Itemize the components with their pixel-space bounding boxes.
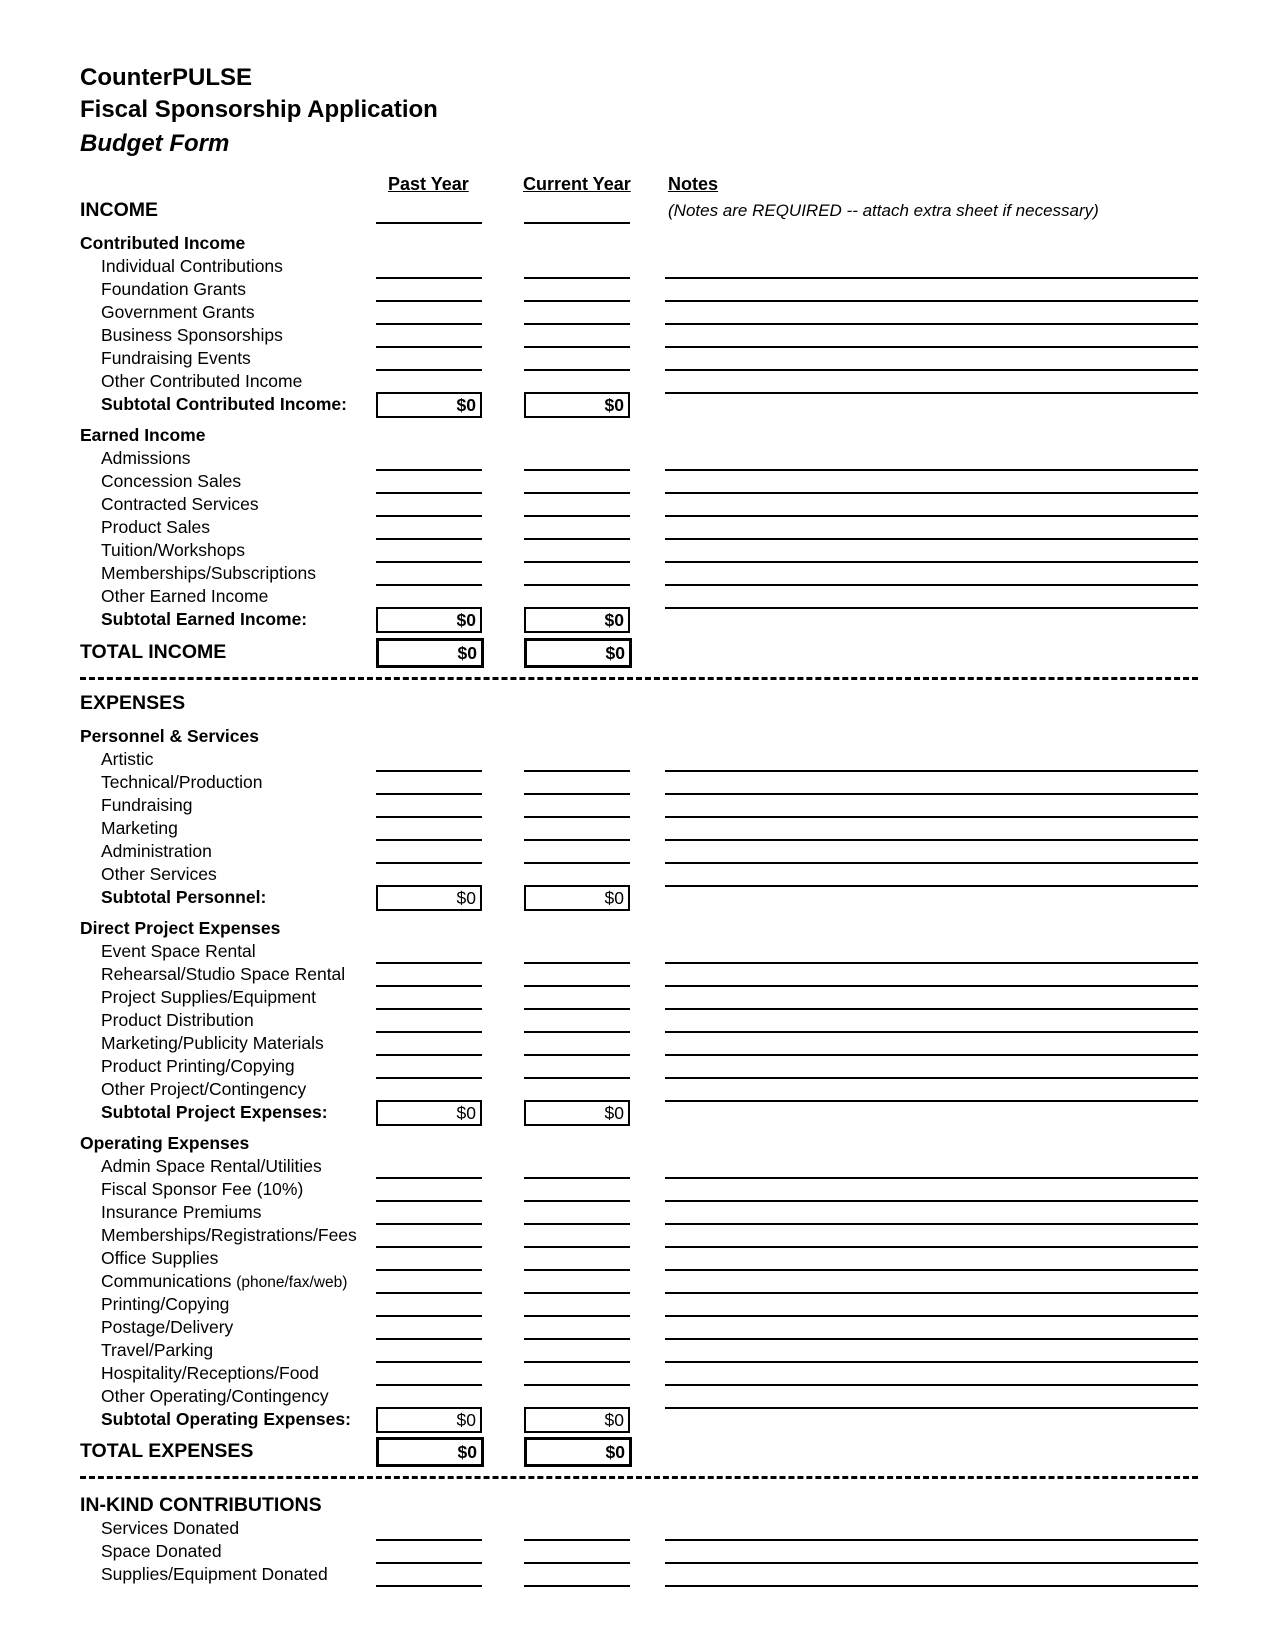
line-item [0,301,1275,323]
project-title: Direct Project Expenses [80,918,281,938]
line-item [0,562,1275,584]
line-item [0,1517,1275,1539]
line-item-label: Office Supplies [101,1248,219,1268]
total-current-box: $0 [524,1437,632,1467]
line-item [0,255,1275,277]
line-item [0,1201,1275,1223]
line-item-label: Travel/Parking [101,1340,214,1360]
line-item [0,1362,1275,1384]
income-current-line[interactable] [524,222,630,224]
total-past-box: $0 [376,638,484,668]
line-item [0,347,1275,369]
line-item [0,748,1275,770]
line-item [0,840,1275,862]
line-item-label: Other Earned Income [101,586,269,606]
line-item [0,863,1275,885]
line-item [0,794,1275,816]
line-item-label: Technical/Production [101,772,263,792]
total-income-row [0,641,1275,663]
line-item-label: Contracted Services [101,494,259,514]
income-title: INCOME [80,199,158,221]
past-year-header: Past Year [388,174,469,194]
project-heading [0,917,1275,939]
line-item [0,1247,1275,1269]
line-item [0,1293,1275,1315]
subtotal-past-box: $0 [376,1407,482,1433]
operating-title: Operating Expenses [80,1133,250,1153]
line-item [0,1078,1275,1100]
line-item-label: Individual Contributions [101,256,283,276]
subtotal-label: Subtotal Project Expenses: [101,1102,328,1122]
earned-title: Earned Income [80,425,206,445]
line-item-label: Memberships/Subscriptions [101,563,316,583]
line-item [0,817,1275,839]
form-subtitle: Budget Form [80,130,230,157]
line-item-label: Memberships/Registrations/Fees [101,1225,357,1245]
notes-field[interactable] [665,1585,1198,1587]
line-item [0,986,1275,1008]
subtotal-label: Subtotal Earned Income: [101,609,308,629]
income-heading [0,199,1275,221]
subtotal-operating-row [0,1408,1275,1430]
line-item-label: Marketing [101,818,178,838]
subtotal-current-box: $0 [524,392,630,418]
line-item [0,1385,1275,1407]
personnel-heading [0,725,1275,747]
form-name: Fiscal Sponsorship Application [80,96,438,123]
line-item [0,493,1275,515]
line-item-label: Fundraising Events [101,348,251,368]
total-label: TOTAL INCOME [80,641,227,663]
total-past-box: $0 [376,1437,484,1467]
line-item [0,516,1275,538]
line-item-label: Rehearsal/Studio Space Rental [101,964,346,984]
subtotal-earned-row [0,608,1275,630]
line-item [0,370,1275,392]
line-item [0,1155,1275,1177]
line-item-label: Administration [101,841,212,861]
line-item-label: Concession Sales [101,471,242,491]
expenses-title: EXPENSES [80,692,186,714]
line-item [0,1178,1275,1200]
line-item-label: Postage/Delivery [101,1317,234,1337]
line-item [0,1270,1275,1292]
line-item-label: Product Sales [101,517,210,537]
org-name: CounterPULSE [80,64,253,91]
line-item-label: Artistic [101,749,154,769]
subtotal-label: Subtotal Operating Expenses: [101,1409,351,1429]
line-item-label: Insurance Premiums [101,1202,262,1222]
total-expenses-row [0,1440,1275,1462]
line-item [0,1316,1275,1338]
line-item [0,324,1275,346]
subtotal-personnel-row [0,886,1275,908]
line-item-label: Marketing/Publicity Materials [101,1033,324,1053]
subtotal-label: Subtotal Personnel: [101,887,267,907]
line-item [0,1009,1275,1031]
line-item-label: Foundation Grants [101,279,246,299]
past-year-field[interactable] [376,1585,482,1587]
line-item-label: Other Services [101,864,217,884]
line-item-label: Other Project/Contingency [101,1079,307,1099]
line-item [0,771,1275,793]
line-item-label: Event Space Rental [101,941,256,961]
earned-heading [0,424,1275,446]
notes-header: Notes [668,174,719,194]
line-item [0,1339,1275,1361]
subtotal-label: Subtotal Contributed Income: [101,394,347,414]
subtotal-current-box: $0 [524,1100,630,1126]
subtotal-past-box: $0 [376,1100,482,1126]
line-item-label: Product Distribution [101,1010,254,1030]
line-item-label: Admin Space Rental/Utilities [101,1156,322,1176]
inkind-title: IN-KIND CONTRIBUTIONS [80,1494,322,1516]
section-divider [80,1476,1198,1479]
subtotal-current-box: $0 [524,607,630,633]
line-item-label: Other Contributed Income [101,371,303,391]
communications-detail: (phone/fax/web) [236,1274,348,1291]
line-item [0,585,1275,607]
line-item-label: Tuition/Workshops [101,540,245,560]
current-year-field[interactable] [524,1585,630,1587]
line-item [0,1224,1275,1246]
line-item-label: Hospitality/Receptions/Food [101,1363,319,1383]
subtotal-project-row [0,1101,1275,1123]
subtotal-current-box: $0 [524,1407,630,1433]
line-item [0,447,1275,469]
line-item [0,963,1275,985]
line-item-label: Space Donated [101,1541,222,1561]
communications-label: Communications [101,1271,232,1291]
section-divider [80,677,1198,680]
total-label: TOTAL EXPENSES [80,1440,254,1462]
line-item [0,1540,1275,1562]
contributed-heading [0,232,1275,254]
inkind-heading [0,1494,1275,1516]
subtotal-contributed-row [0,393,1275,415]
line-item [0,470,1275,492]
line-item [0,278,1275,300]
line-item [0,1563,1275,1585]
subtotal-past-box: $0 [376,607,482,633]
line-item [0,539,1275,561]
line-item-label: Fiscal Sponsor Fee (10%) [101,1179,304,1199]
line-item-label: Government Grants [101,302,255,322]
contributed-title: Contributed Income [80,233,246,253]
line-item [0,1055,1275,1077]
subtotal-past-box: $0 [376,885,482,911]
subtotal-past-box: $0 [376,392,482,418]
operating-heading [0,1132,1275,1154]
line-item-label: Fundraising [101,795,193,815]
line-item-label: Project Supplies/Equipment [101,987,316,1007]
current-year-header: Current Year [523,174,631,194]
total-current-box: $0 [524,638,632,668]
line-item-label: Business Sponsorships [101,325,283,345]
income-past-line[interactable] [376,222,482,224]
line-item-label: Printing/Copying [101,1294,230,1314]
line-item [0,940,1275,962]
line-item-label [101,1270,347,1294]
line-item-label: Admissions [101,448,191,468]
subtotal-current-box: $0 [524,885,630,911]
notes-hint: (Notes are REQUIRED -- attach extra sheet if necessary) [668,201,1099,220]
personnel-title: Personnel & Services [80,726,259,746]
line-item [0,1032,1275,1054]
line-item-label: Supplies/Equipment Donated [101,1564,328,1584]
line-item-label: Other Operating/Contingency [101,1386,329,1406]
expenses-heading [0,692,1275,714]
line-item-label: Product Printing/Copying [101,1056,295,1076]
line-item-label: Services Donated [101,1518,240,1538]
